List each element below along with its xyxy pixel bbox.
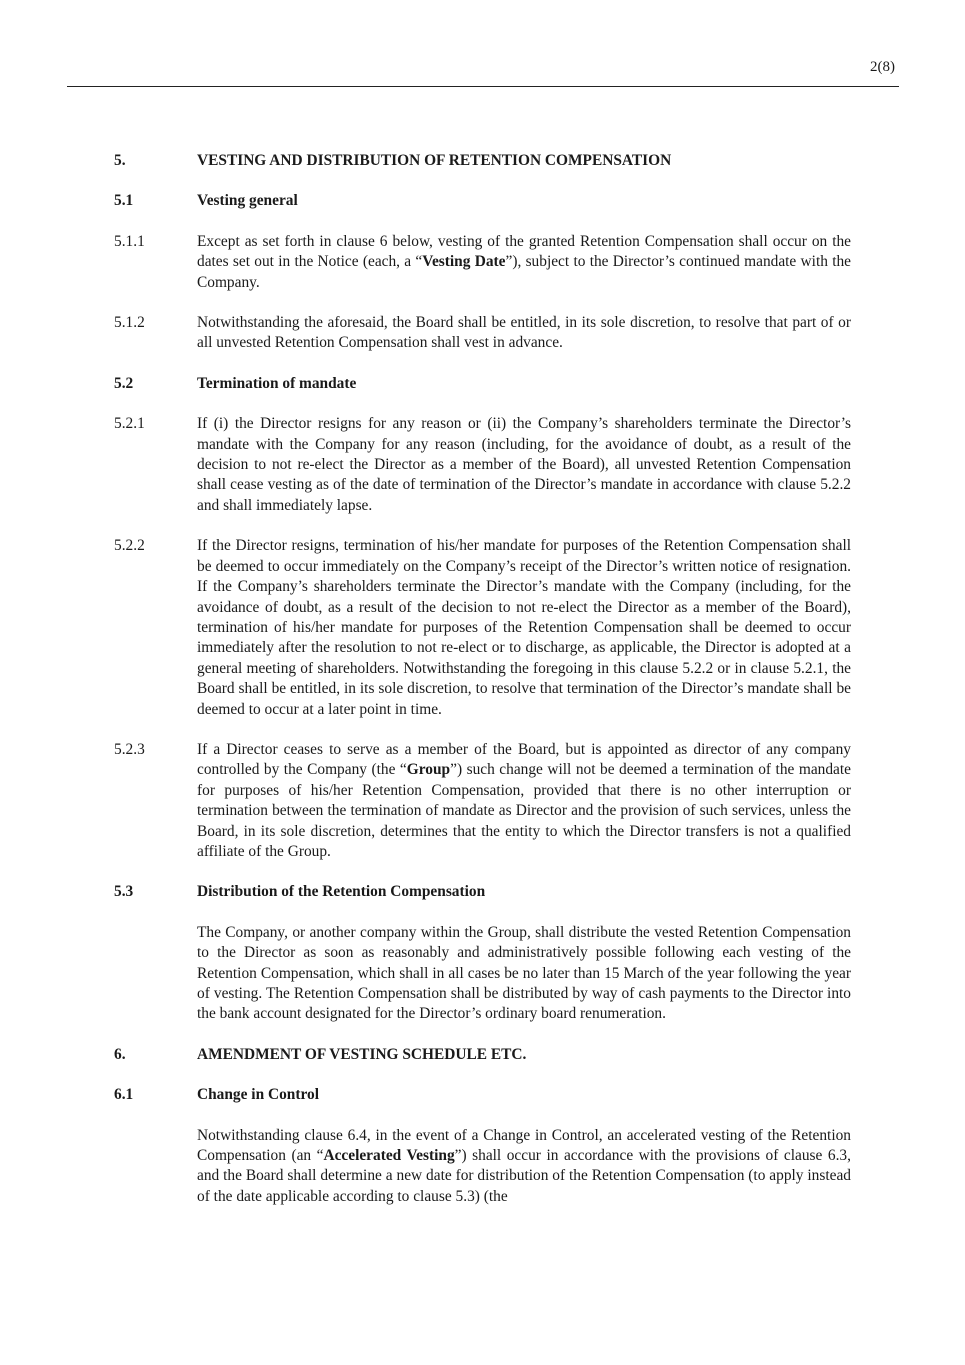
clause-number: 5.2.1 — [114, 415, 145, 433]
clause-number: 5.1.1 — [114, 232, 145, 250]
clause-text: If (i) the Director resigns for any reason or (ii) the Company’s shareholders terminate the Director’s mandate with the Company for any reason (including, for the avoidance of doubt, as a result of the decision to not re-elect the Director as a member of the Board), all unvested Retention Compensation shall cease vesting as of the date of termination of the Director’s mandate in accordance with clause 5.2.2 and shall immediately lapse. — [197, 415, 851, 514]
clause-5-2-1 — [114, 414, 851, 516]
section-title: VESTING AND DISTRIBUTION OF RETENTION COMPENSATION — [197, 152, 672, 169]
clause-5-2-2 — [114, 536, 851, 720]
clause-text-part: ”) such change will not be deemed a termination of the mandate for purposes of his/her Retention Compensation, provided that there is no other interruption or termination between the termination of mandate as Director and the provision of such services, unless the Board, in its sole discretion, determines that the entity to which the Director transfers is not a qualified affiliate of the Group. — [197, 761, 851, 860]
clause-text: Notwithstanding the aforesaid, the Board shall be entitled, in its sole discretion, to resolve that part of or all unvested Retention Compensation shall vest in advance. — [197, 314, 851, 352]
page-number: 2(8) — [870, 59, 895, 75]
clause-text: If the Director resigns, termination of his/her mandate for purposes of the Retention Compensation shall be deemed to occur immediately on the Company’s receipt of the Director’s written notice of resignation. If the Company’s shareholders terminate the Director’s mandate with the Company (including, for the avoidance of doubt, as a result of the decision to not re-elect the Director as a member of the Board), termination of his/her mandate for purposes of the Retention Compensation shall be deemed to occur immediately after the resolution to not re-elect or to discharge, as applicable, the Director is adopted at a general meeting of shareholders. Notwithstanding the foregoing in this clause 5.2.2 or in clause 5.2.1, the Board shall be entitled, in its sole discretion, to resolve that termination of the Director’s mandate shall be deemed to occur at a later point in time. — [197, 537, 851, 718]
section-number: 6. — [114, 1045, 126, 1063]
clause-number: 5.2.2 — [114, 537, 145, 555]
clause-5-1-2 — [114, 313, 851, 354]
clause-5-2-3 — [114, 740, 851, 862]
defined-term: Group — [406, 761, 451, 779]
section-6-heading — [114, 1045, 851, 1065]
section-title: Vesting general — [197, 192, 298, 210]
section-6-1-heading — [114, 1085, 851, 1105]
clause-text — [197, 232, 851, 293]
clause-text-part: ”) shall occur in accordance with the provisions of clause 6.3, and the Board shall determine a new date for distribution of the Retention Compensation (to apply instead of the date applicable according to clause 5.3) (the — [197, 1147, 851, 1205]
section-title: AMENDMENT OF VESTING SCHEDULE ETC. — [197, 1045, 527, 1063]
section-title: Distribution of the Retention Compensation — [197, 883, 486, 901]
section-number: 6.1 — [114, 1086, 134, 1104]
section-number: 5.1 — [114, 192, 134, 210]
document-body — [114, 151, 851, 1207]
clause-text-part: ”), subject to the Director’s continued mandate with the Company. — [197, 253, 851, 291]
section-5-heading — [114, 151, 851, 171]
clause-text — [197, 740, 851, 862]
clause-text-part: Notwithstanding clause 6.4, in the event of a Change in Control, an accelerated vesting of the Retention Compensation (an “ — [197, 1126, 851, 1165]
section-title: Change in Control — [197, 1086, 320, 1104]
section-number: 5.2 — [114, 374, 134, 392]
section-number: 5. — [114, 152, 126, 169]
clause-5-1-1 — [114, 232, 851, 293]
section-5-2-heading — [114, 374, 851, 394]
clause-5-3-text: The Company, or another company within the Group, shall distribute the vested Retention Compensation to the Director as soon as reasonably and administratively possible following each vesting of the Retention Compensation, which shall in all cases be no later than 15 March of the year following the year of vesting. The Retention Compensation shall be distributed by way of cash payments to the Director into the bank account designated for the Director’s ordinary board renumeration. — [197, 923, 851, 1023]
clause-number: 5.2.3 — [114, 740, 145, 758]
clause-number: 5.1.2 — [114, 314, 145, 332]
header-divider — [67, 86, 899, 87]
section-title: Termination of mandate — [197, 374, 357, 392]
section-number: 5.3 — [114, 883, 134, 901]
clause-text-part: Except as set forth in clause 6 below, vesting of the granted Retention Compensation shall occur on the dates set out in the Notice (each, a “ — [197, 232, 851, 271]
clause-text-part: If a Director ceases to serve as a member of the Board, but is appointed as director of any company controlled by the Company (the “ — [197, 740, 851, 779]
defined-term: Accelerated Vesting — [323, 1147, 455, 1165]
section-5-1-heading — [114, 191, 851, 211]
section-5-3-heading — [114, 882, 851, 902]
clause-6-1-text — [197, 1126, 851, 1208]
defined-term: Vesting Date — [422, 253, 506, 271]
